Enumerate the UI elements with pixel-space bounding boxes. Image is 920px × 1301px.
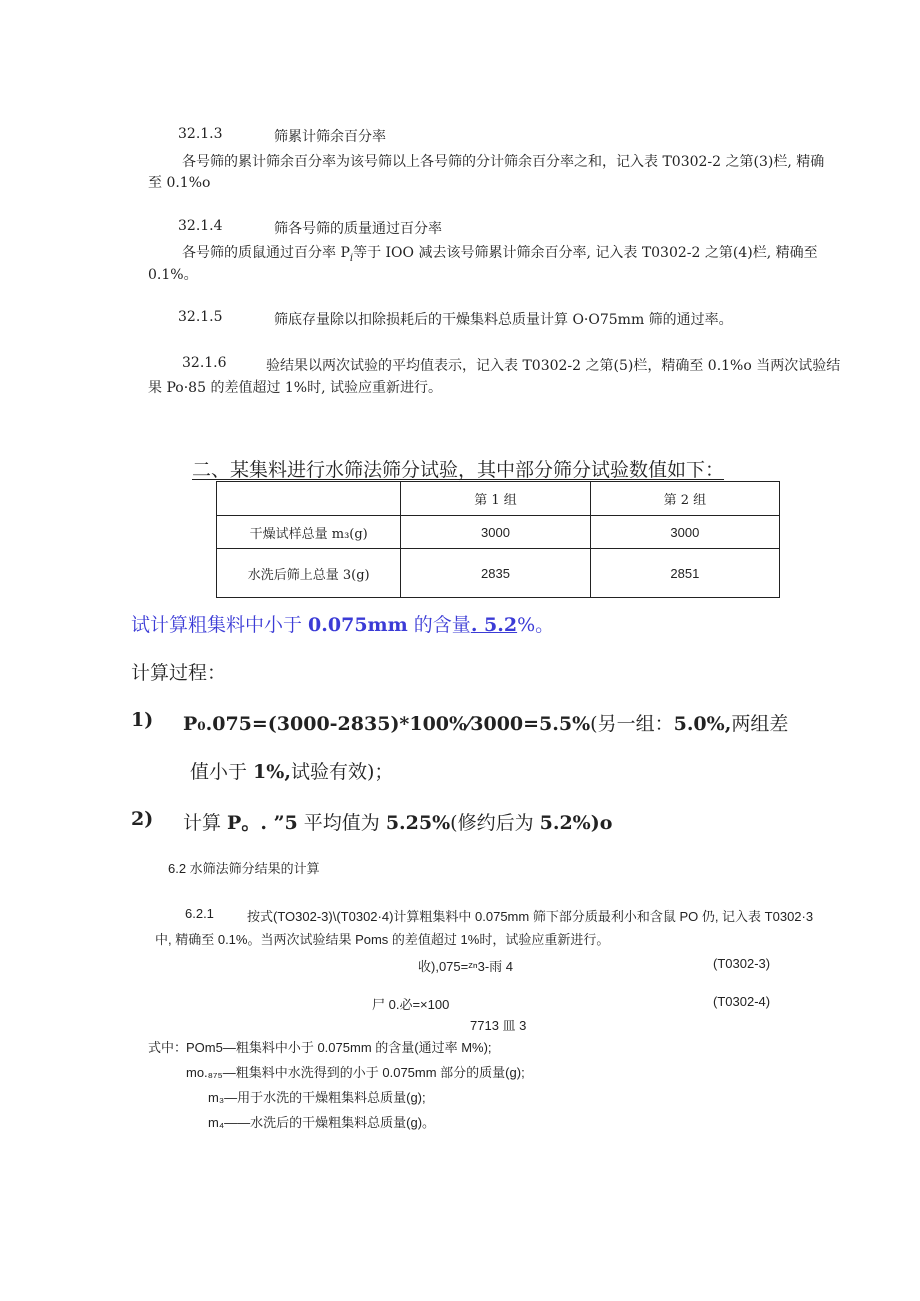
text: 各号筛的质鼠通过百分率 P [182, 245, 350, 261]
table-header-cell: 第 2 组 [590, 482, 779, 516]
section-32-1-5-heading [178, 309, 798, 329]
paragraph-passing-line2: 0.1%。 [148, 267, 198, 283]
step1-text: (另一组： [590, 713, 674, 735]
step2-number: 2) [131, 808, 154, 830]
step1-formula: P₀.075=(3000-2835)*100%⁄3000=5.5% [183, 713, 591, 735]
subsection-para-line2: 中, 精确至 0.1%。当两次试验结果 Poms 的差值超过 1%时，试验应重新进行。 [155, 932, 610, 947]
table-row [217, 549, 780, 598]
section-number: 32.1.4 [178, 218, 223, 234]
subsection-para-line1: 按式(TO302-3)\(T0302·4)计算粗集料中 0.075mm 筛下部分质最利小和含鼠 PO 仍, 记入表 T0302·3 [247, 909, 814, 924]
where-prefix: 式中： [148, 1040, 188, 1055]
formula-1: 收),075=ᶻⁿ3-雨 4 [418, 959, 514, 974]
section-number: 32.1.6 [182, 355, 227, 371]
table-cell: 2851 [590, 549, 779, 598]
step1-value: 1%, [253, 761, 291, 783]
step1-number: 1) [131, 709, 154, 731]
subsection-heading: 6.2 水筛法筛分结果的计算 [168, 861, 320, 876]
question-title: 二、某集料进行水筛法筛分试验，其中部分筛分试验数值如下： [192, 459, 725, 481]
table-row [217, 516, 780, 549]
paragraph-result-line2: 果 Po·85 的差值超过 1%时, 试验应重新进行。 [148, 380, 443, 396]
where-item: POm5—粗集料中小于 0.075mm 的含量(通过率 M%); [186, 1040, 492, 1055]
section-32-1-4-heading [178, 218, 678, 238]
table-cell: 3000 [401, 516, 590, 549]
step1-text: 试验有效)； [290, 761, 394, 783]
formula-2-denominator: 7713 皿 3 [470, 1018, 527, 1033]
section-title: 筛各号筛的质量通过百分率 [274, 221, 442, 237]
formula-2: 尸 0.必=×100 [372, 997, 450, 1012]
table-header-row [217, 482, 780, 516]
section-number: 32.1.5 [178, 309, 223, 325]
section-number: 32.1.3 [178, 126, 223, 142]
answer-suffix: %。 [517, 614, 555, 636]
where-item: m₃—用于水洗的干燥粗集料总质量(g); [208, 1090, 426, 1105]
answer-line [131, 610, 554, 637]
paragraph-cumulative-line2: 至 0.1%o [148, 175, 211, 191]
answer-mid: 的含量 [407, 614, 471, 636]
section-32-1-6-heading [182, 355, 882, 375]
step2-value: 5.25% [385, 812, 451, 834]
text: 等于 IOO 减去该号筛累计筛余百分率, 记入表 T0302-2 之第(4)栏, 精确至 [353, 245, 818, 261]
step1-line2 [190, 757, 393, 784]
answer-prefix: 试计算粗集料中小于 [131, 614, 309, 636]
step1-text-end: 两组差 [731, 713, 789, 735]
formula-2-tag: (T0302-4) [713, 994, 771, 1009]
step2-text: 平均值为 [297, 812, 386, 834]
subsection-number: 6.2.1 [185, 906, 214, 921]
step2-line [183, 808, 612, 835]
table-cell: 2835 [401, 549, 590, 598]
step2-text: 计算 [183, 812, 228, 834]
answer-value: . 5.2 [470, 614, 518, 636]
step2-rounded-value: 5.2%)o [539, 812, 613, 834]
table-row-label: 干燥试样总量 m₃(g) [217, 516, 401, 549]
sieve-data-table [216, 481, 780, 598]
table-header-cell: 第 1 组 [401, 482, 590, 516]
section-title: 验结果以两次试验的平均值表示，记入表 T0302-2 之第(5)栏，精确至 0.1%o 当两次试验结 [266, 358, 841, 374]
step2-text: (修约后为 [450, 812, 540, 834]
calc-title: 计算过程： [131, 662, 227, 684]
subscript: i [349, 252, 354, 264]
table-row-label: 水洗后筛上总量 3(g) [217, 549, 401, 598]
step1-text: 值小于 [190, 761, 254, 783]
where-item: mo.₈₇₅—粗集料中水洗得到的小于 0.075mm 部分的质量(g); [186, 1065, 525, 1080]
section-title: 筛底存量除以扣除损耗后的干燥集料总质量计算 O·O75mm 筛的通过率。 [274, 312, 733, 328]
step1-line1 [183, 709, 788, 736]
paragraph-passing-line1 [182, 242, 818, 264]
section-title: 筛累计筛余百分率 [274, 129, 386, 145]
step1-value: 5.0%, [673, 713, 732, 735]
section-32-1-3-heading [178, 126, 678, 146]
table-header-cell [217, 482, 401, 516]
answer-unit: 0.075mm [308, 614, 408, 636]
table-cell: 3000 [590, 516, 779, 549]
where-item: m₄——水洗后的干燥粗集料总质量(g)。 [208, 1115, 436, 1130]
paragraph-cumulative-line1: 各号筛的累计筛余百分率为该号筛以上各号筛的分计筛余百分率之和，记入表 T0302-2 之第(3)栏, 精确 [182, 154, 825, 170]
formula-1-tag: (T0302-3) [713, 956, 771, 971]
step2-symbol: P。. ”5 [227, 812, 298, 834]
